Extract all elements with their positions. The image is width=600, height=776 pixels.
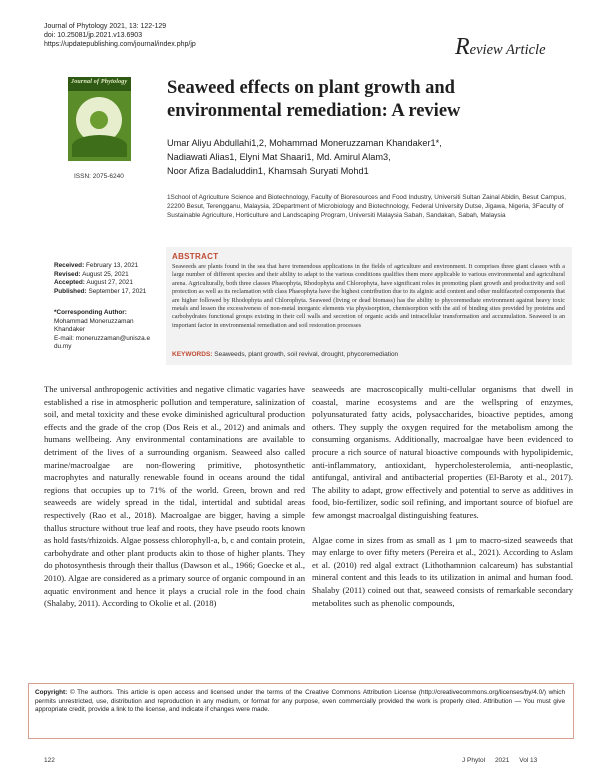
footer-volume: Vol 13 xyxy=(519,757,538,764)
keywords-label: KEYWORDS: xyxy=(172,351,213,358)
corresponding-name: Mohammad Moneruzzaman Khandaker xyxy=(54,317,134,334)
article-type xyxy=(455,34,546,61)
author-line-3: Noor Afiza Badaluddin1, Khamsah Suryati Mohd1 xyxy=(167,166,369,176)
paragraph: seaweeds are macroscopically multi-cellular organisms that dwell in coastal, marine ecosystems and are the wellspring of enzymes, polyunsaturated fatty acids, polysaccharides, bioactive peptides, among others. They supply the oxygen required for the metabolism among the consuming organisms. Additionally, macroalgae have been evidenced to procure a rich source of natural bioactive compounds with hypolipidemic, anti-inflammatory, antioxidant, hypercholesterolemia, anti-neoplastic, antifungal, antiviral and antibacterial properties (El-Baroty et al., 2017). The ability to adapt, grow effectively and potential to serve as additives in food, bio-fertilizer, sodic soil refining, and important source of biofuel are few amongst macroalgal distinguishing features. xyxy=(312,384,573,520)
keywords-list: Seaweeds, plant growth, soil revival, drought, phycoremediation xyxy=(214,351,399,358)
published-date: September 17, 2021 xyxy=(88,287,147,295)
copyright-body: © The authors. This article is open access and licensed under the terms of the Creative Commons Attribution License (http://creativecommons.org/licenses/by/4.0/) which permits unrestricted, use, distribution and reproduction in any medium, or format for any purpose, even commercially provided the work is properly cited. Attribution — You must give appropriate credit, provide a link to the license, and indicate if changes were made. xyxy=(35,689,565,714)
author-line-1: Umar Aliyu Abdullahi1,2, Mohammad Moneruzzaman Khandaker1*, xyxy=(167,138,442,148)
body-column-left xyxy=(44,383,305,617)
article-dates xyxy=(54,262,146,296)
copyright-text xyxy=(35,689,565,715)
paragraph: Algae come in sizes from as small as 1 μm to macro-sized seaweeds that may enlarge to over fifty meters (Pereira et al., 2021). According to Aslam et al. (2010) red algal extract (Lithothamnion calcareum) has substantial mineral content and this leads to its utilization in animal and human food. Shalaby (2011) coined out that, seaweed consists of remarkable secondary metabolites such as phenolic compounds, xyxy=(312,534,573,608)
corresponding-email[interactable]: E-mail: moneruzzaman@unisza.edu.my xyxy=(54,334,150,351)
page-title: Seaweed effects on plant growth and environmental remediation: A review xyxy=(167,78,461,121)
abstract-heading: ABSTRACT xyxy=(172,252,219,261)
published-label: Published: xyxy=(54,287,87,295)
journal-cover-image xyxy=(68,77,131,161)
corresponding-author xyxy=(54,309,152,352)
corresponding-label: *Corresponding Author: xyxy=(54,309,127,316)
journal-reference xyxy=(44,22,196,49)
author-list xyxy=(167,136,577,178)
received-label: Received: xyxy=(54,262,85,269)
footer-year: 2021 xyxy=(494,757,510,764)
article-type-initial: R xyxy=(455,34,470,60)
affiliations: 1School of Agriculture Science and Biotechnology, Faculty of Bioresources and Food Industry, Universiti Sultan Zainal Abidin, Besut Campus, 22200 Besut, Terengganu, Malaysia, 2Department of Microbiology and Biotechnology, Federal University Dutse, Jigawa, Nigeria, 3Faculty of Sustainable Agriculture, Horticulture and Landscaping Program, Universiti Malaysia Sabah, Sandakan, Sabah, Malaysia xyxy=(167,194,567,220)
doi: doi: 10.25081/jp.2021.v13.6903 xyxy=(44,32,143,39)
revised-label: Revised: xyxy=(54,270,81,278)
issn: ISSN: 2075-6240 xyxy=(74,173,124,180)
received-date: February 13, 2021 xyxy=(85,262,139,269)
cover-label: Journal of Phytology xyxy=(71,79,128,85)
footer-journal: J Phytol xyxy=(462,757,486,764)
journal-line: Journal of Phytology 2021, 13: 122-129 xyxy=(44,23,167,30)
accepted-date: August 27, 2021 xyxy=(86,279,133,287)
body-column-right xyxy=(312,383,573,616)
copyright-label: Copyright: xyxy=(35,689,68,696)
footer-citation xyxy=(462,757,537,764)
article-type-rest: eview Article xyxy=(469,42,546,58)
accepted-label: Accepted: xyxy=(54,279,85,287)
abstract-text: Seaweeds are plants found in the sea that have tremendous applications in the fields of agriculture and environment. It comprises three giant classes with a large number of different species and their ability to adapt to the various conditions qualifies them more applicable to various environmental and agricultural arena. Agriculturally, both three classes Phaeophyta, Rhodophyta and Chlorophyta, have significant roles in promoting plant growth and productivity and soil protection as well as its reclamation with class Phaeophyta have the highest contribution due to its alginic acid content and other multifaceted components that are higher followed by Rhodophyta and Chlorophyta. Seaweed (living or dead biomass) has the ability to phycoremediate environment against heavy toxic metals and lessen the excessiveness of non-metal inorganic elements via physisorption, chemisorption with the aid of binding sites provided by proteins and carbohydrates functional groups existing in their cell walls and secretion of organic acids and intracellular transformation and accumulation. Seaweed is an important factor in environmental remediation and soil restoration processes xyxy=(172,263,565,329)
author-line-2: Nadiawati Alias1, Elyni Mat Shaari1, Md. Amirul Alam3, xyxy=(167,152,391,162)
page-number: 122 xyxy=(44,757,55,764)
paragraph: The universal anthropogenic activities and negative climatic vagaries have established a rise in atmospheric pollution and temperature, salinization of soil, and metal toxicity and these evoke diminished agricultural production effects and the grade of the crop (Dos Reis et al., 2012) and animals and humans wellbeing. Any environmental contaminations are available to detriment of the lives of a surrounding organism. Seaweed also called marine/macroalgae are non-flowering primitive, photosynthetic macrophytes and naturally renewable found in oceans around the tidal regions that occupies up to 71% of the world. Green, brown and red seaweeds are widely spread in the tidal, intertidal and subtidal areas respectively (Rao et al., 2018). Macroalgae are bigger, having a simple thallus structure without true leaf and roots, they have pseudo roots known as hold fasts/rhizoids. Algae possess chlorophyll-a, b, c and contain protein, carbohydrate and other plant products akin to those of higher plants. They do photosynthesis through their thallus (Dawson et al., 1966; Goecke et al., 2010). Algae are considered as a primary source of organic compound in an aquatic environment and hence it plays a crucial role in the food chain (Shalaby, 2011). According to Okolie et al. (2018) xyxy=(44,384,305,609)
keywords xyxy=(172,351,398,358)
revised-date: August 25, 2021 xyxy=(82,270,129,278)
journal-url[interactable]: https://updatepublishing.com/journal/index.php/jp xyxy=(44,41,196,48)
